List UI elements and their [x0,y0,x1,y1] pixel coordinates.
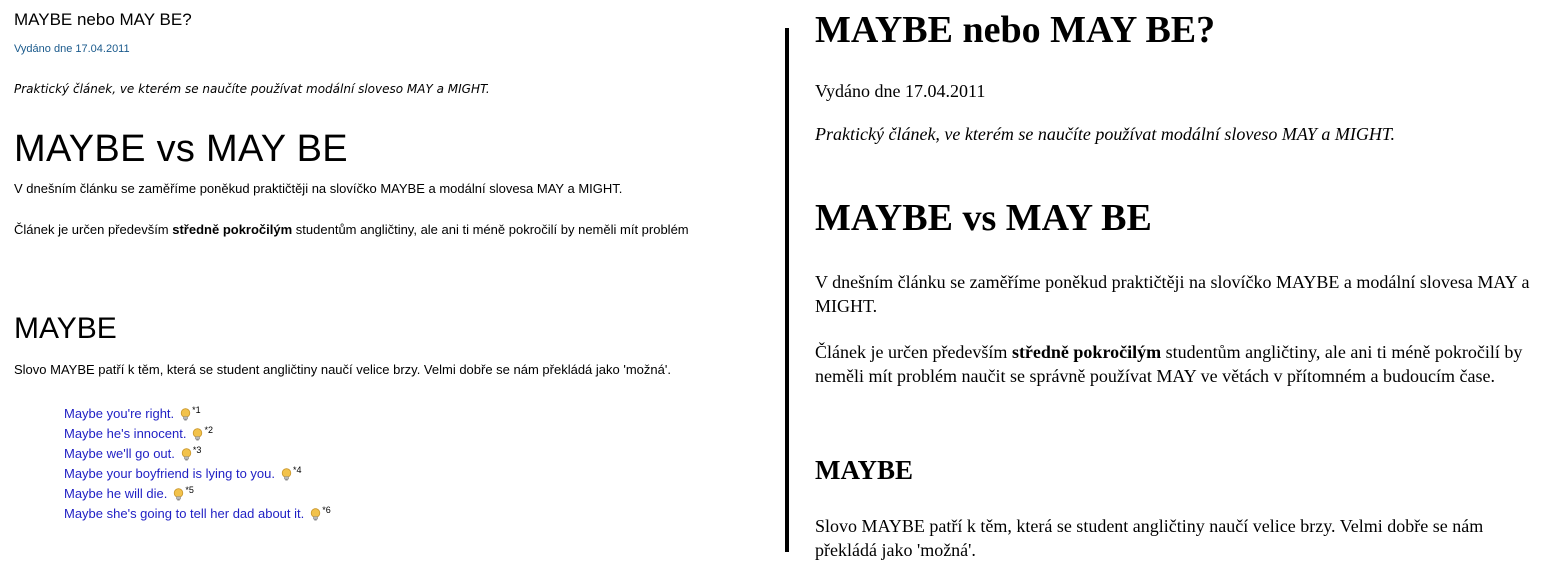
footnote-marker: *6 [322,505,331,515]
plain-paragraph-maybe: Slovo MAYBE patří k těm, která se student angličtiny naučí velice brzy. Velmi dobře se nám překládá jako 'možná'. [815,516,1484,560]
example-link[interactable]: Maybe we'll go out. [64,446,175,461]
example-item [64,500,331,520]
example-item [64,480,331,500]
footnote-marker: *4 [293,465,302,475]
section-heading-maybe-vs-may-be: MAYBE vs MAY BE [14,128,348,170]
plain-article-intro: Praktický článek, ve kterém se naučíte používat modální sloveso MAY a MIGHT. [815,124,1396,144]
paragraph-intro: V dnešním článku se zaměříme poněkud praktičtěji na slovíčko MAYBE a modální slovesa MAY a MIGHT. [14,181,623,196]
plain-paragraph-audience [815,340,1540,388]
plain-publish-date: Vydáno dne 17.04.2011 [815,81,986,101]
lightbulb-icon[interactable] [281,468,292,481]
publish-date: Vydáno dne 17.04.2011 [14,43,130,55]
plain-article [815,0,1545,562]
section-heading-maybe: MAYBE [14,312,117,345]
example-item [64,460,331,480]
footnote-marker: *3 [192,445,202,455]
paragraph-audience-end: studentům angličtiny, ale ani ti méně pokročilí by neměli mít problém [292,222,689,237]
paragraph-audience-start: Článek je určen především [14,222,173,237]
lightbulb-icon[interactable] [180,408,191,421]
plain-paragraph-audience-start: Článek je určen především [815,342,1012,362]
example-link[interactable]: Maybe you're right. [64,406,175,421]
lightbulb-icon[interactable] [310,508,321,521]
example-link[interactable]: Maybe he will die. [64,486,168,501]
plain-paragraph-audience-emphasis: středně pokročilým [1011,342,1162,362]
article-intro: Praktický článek, ve kterém se naučíte používat modální sloveso MAY a MIGHT. [14,82,490,96]
example-link[interactable]: Maybe he's innocent. [64,426,187,441]
lightbulb-icon[interactable] [181,448,192,461]
footnote-marker: *1 [192,405,201,415]
footnote-marker: *2 [204,425,213,435]
paragraph-audience [14,222,689,237]
plain-paragraph-intro: V dnešním článku se zaměříme poněkud praktičtěji na slovíčko MAYBE a modální slovesa MAY a MIGHT. [815,272,1530,316]
lightbulb-icon[interactable] [173,488,184,501]
example-list [64,400,331,520]
example-item [64,400,331,420]
plain-section-heading-maybe: MAYBE [815,455,914,485]
plain-article-title: MAYBE nebo MAY BE? [815,9,1216,51]
example-item [64,420,331,440]
example-item [64,440,331,460]
article-title: MAYBE nebo MAY BE? [14,10,192,29]
plain-paragraph-audience-end: studentům angličtiny, ale ani ti méně pokročilí by neměli mít problém naučit se správně používat MAY ve větách v přítomném a budoucím čase. [815,342,1523,386]
plain-section-heading-maybe-vs-may-be: MAYBE vs MAY BE [815,197,1152,239]
example-link[interactable]: Maybe your boyfriend is lying to you. [64,466,275,481]
lightbulb-icon[interactable] [192,428,203,441]
paragraph-maybe: Slovo MAYBE patří k těm, která se student angličtiny naučí velice brzy. Velmi dobře se nám překládá jako 'možná'. [14,362,671,377]
example-link[interactable]: Maybe she's going to tell her dad about it. [64,506,305,521]
paragraph-audience-emphasis: středně pokročilým [172,222,293,237]
footnote-marker: *5 [185,485,194,495]
divider [785,28,789,552]
